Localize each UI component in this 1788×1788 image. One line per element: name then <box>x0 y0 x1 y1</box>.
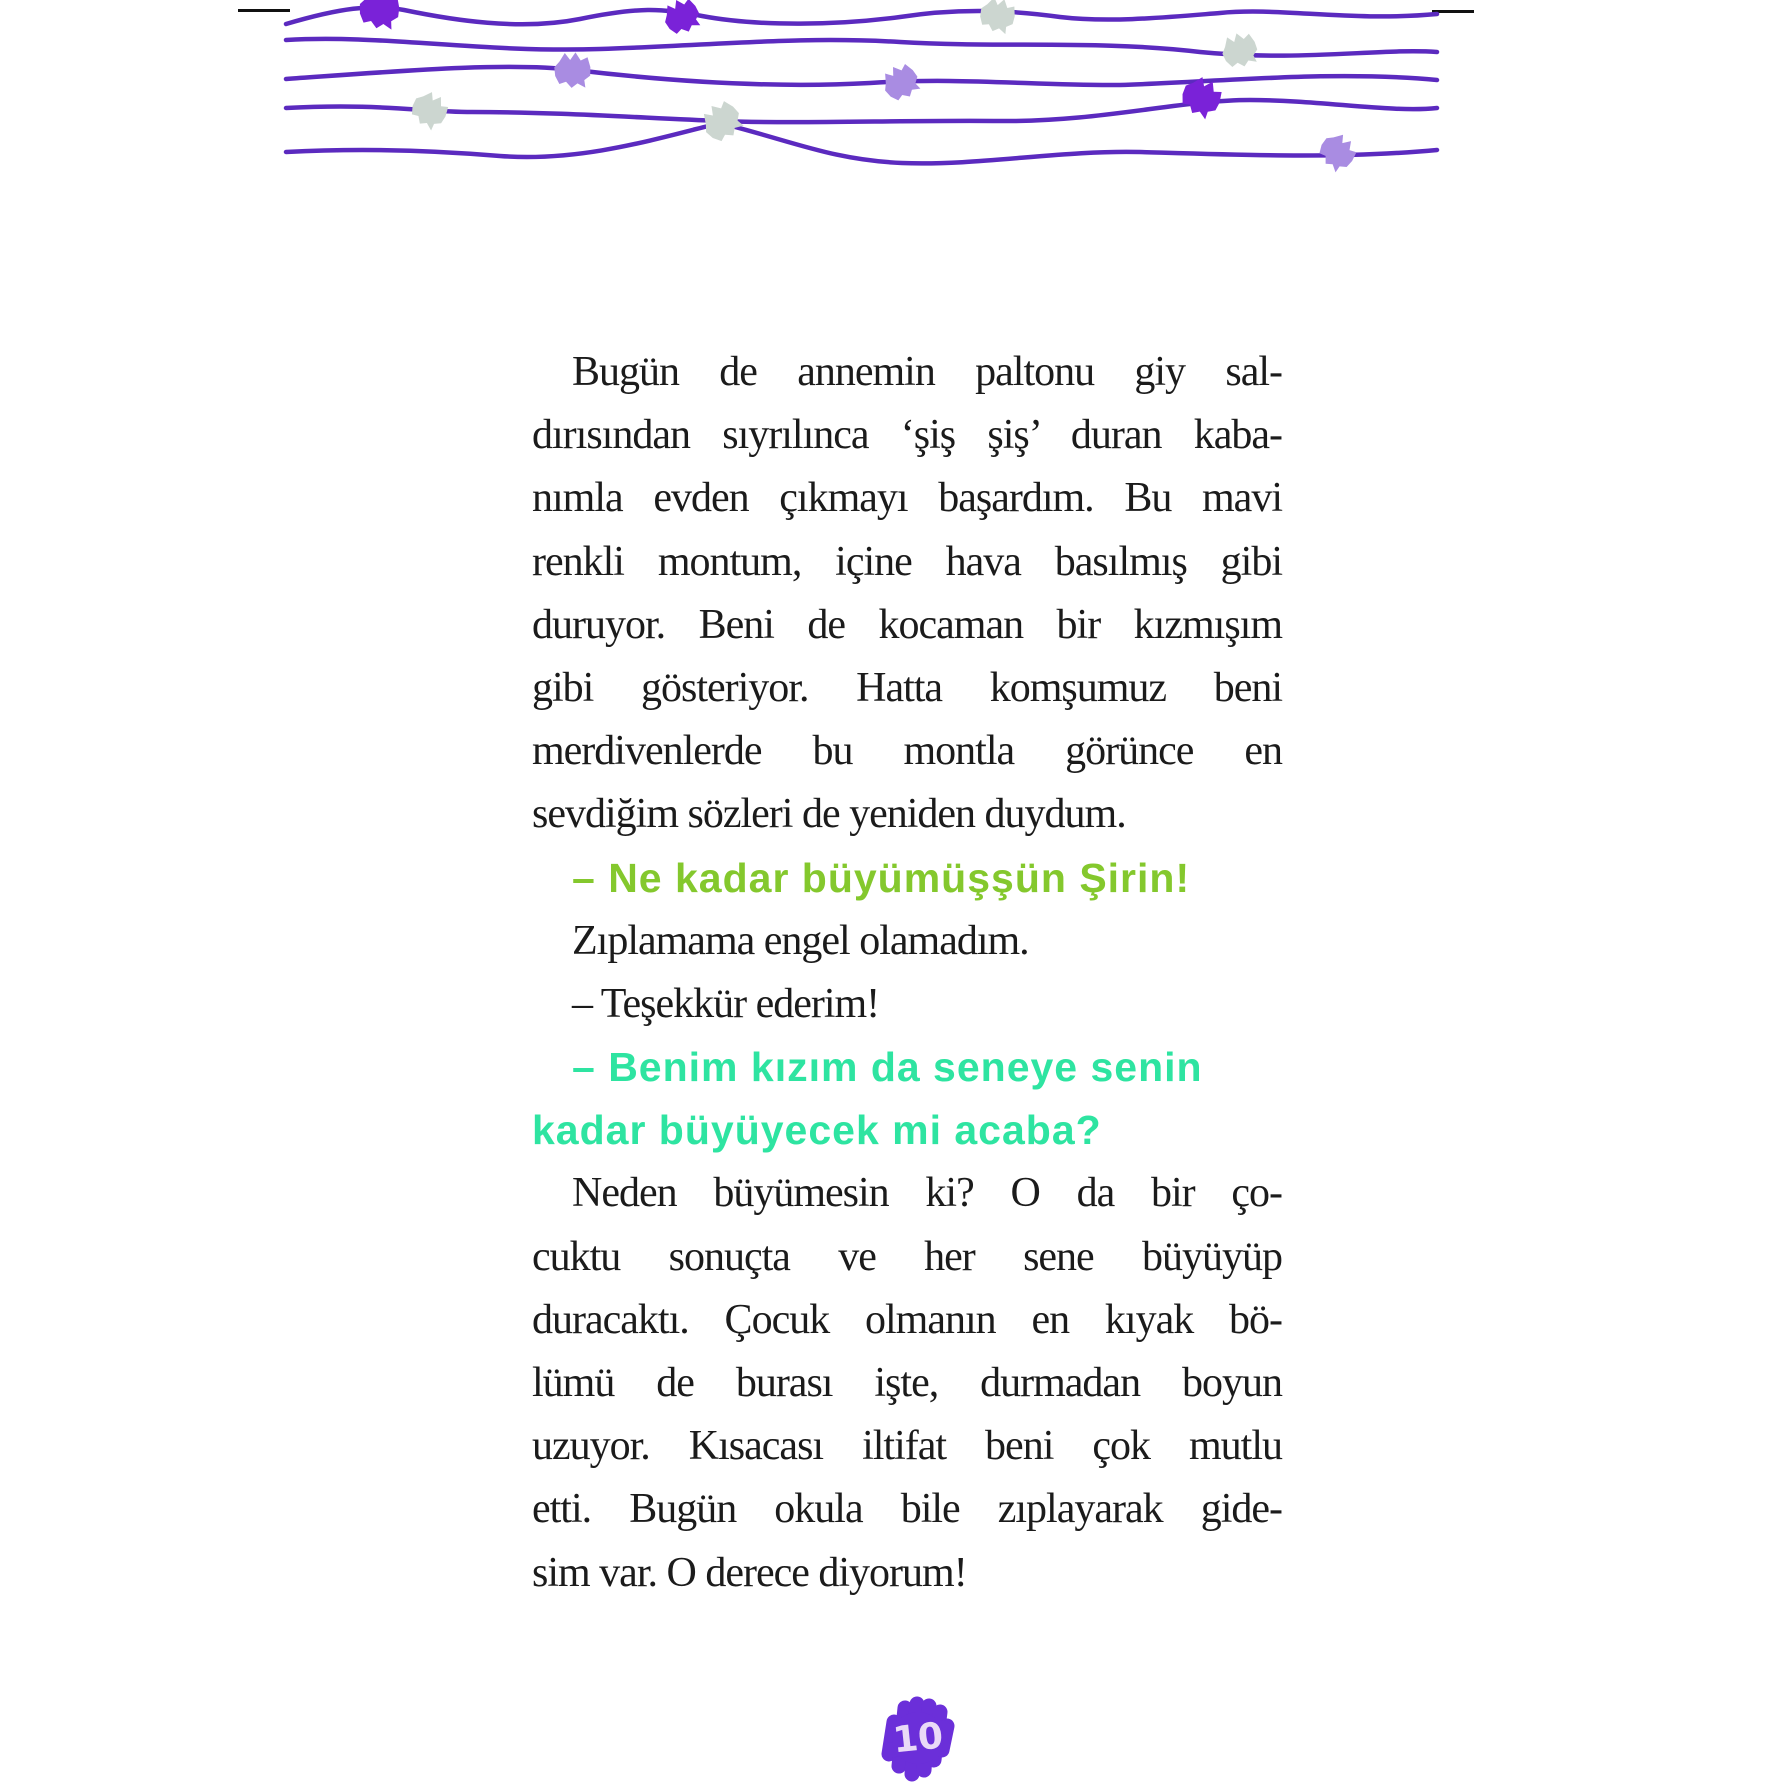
text-line: merdivenlerde bu montla görünce en <box>532 728 1282 775</box>
text-line: gibi gösteriyor. Hatta komşumuz beni <box>532 664 1282 711</box>
text-line: etti. Bugün okula bile zıplayarak gide- <box>532 1486 1282 1533</box>
text-line: Zıplamama engel olamadım. <box>572 917 1029 964</box>
text-line: renkli montum, içine hava basılmış gibi <box>532 538 1282 585</box>
story-text <box>532 341 1282 1605</box>
text-line: – Teşekkür ederim! <box>572 980 880 1027</box>
text-line: uzuyor. Kısacası iltifat beni çok mutlu <box>532 1423 1282 1470</box>
splat-dot <box>355 0 1362 175</box>
text-line: sevdiğim sözleri de yeniden duydum. <box>532 791 1126 838</box>
text-line: sim var. O derece diyorum! <box>532 1549 967 1596</box>
text-line: duruyor. Beni de kocaman bir kızmışım <box>532 601 1282 648</box>
wavy-lines-decoration <box>0 0 1788 175</box>
text-line: dırısından sıyrılınca ‘şiş şiş’ duran kaba- <box>532 412 1282 459</box>
dialogue-line-green: – Ne kadar büyümüşşün Şirin! <box>572 854 1191 901</box>
text-line: Neden büyümesin ki? O da bir ço- <box>572 1170 1282 1217</box>
text-line: nımla evden çıkmayı başardım. Bu mavi <box>532 475 1282 522</box>
page-number: 10 <box>890 1714 946 1762</box>
text-line: Bugün de annemin paltonu giy sal- <box>572 349 1282 395</box>
page-number-badge <box>872 1692 964 1788</box>
text-line: duracaktı. Çocuk olmanın en kıyak bö- <box>532 1296 1282 1343</box>
dialogue-line-mint: – Benim kızım da seneye senin <box>572 1044 1203 1091</box>
dialogue-line-mint: kadar büyüyecek mi acaba? <box>532 1107 1102 1154</box>
text-line: cuktu sonuçta ve her sene büyüyüp <box>532 1233 1282 1280</box>
text-line: lümü de burası işte, durmadan boyun <box>532 1360 1282 1406</box>
